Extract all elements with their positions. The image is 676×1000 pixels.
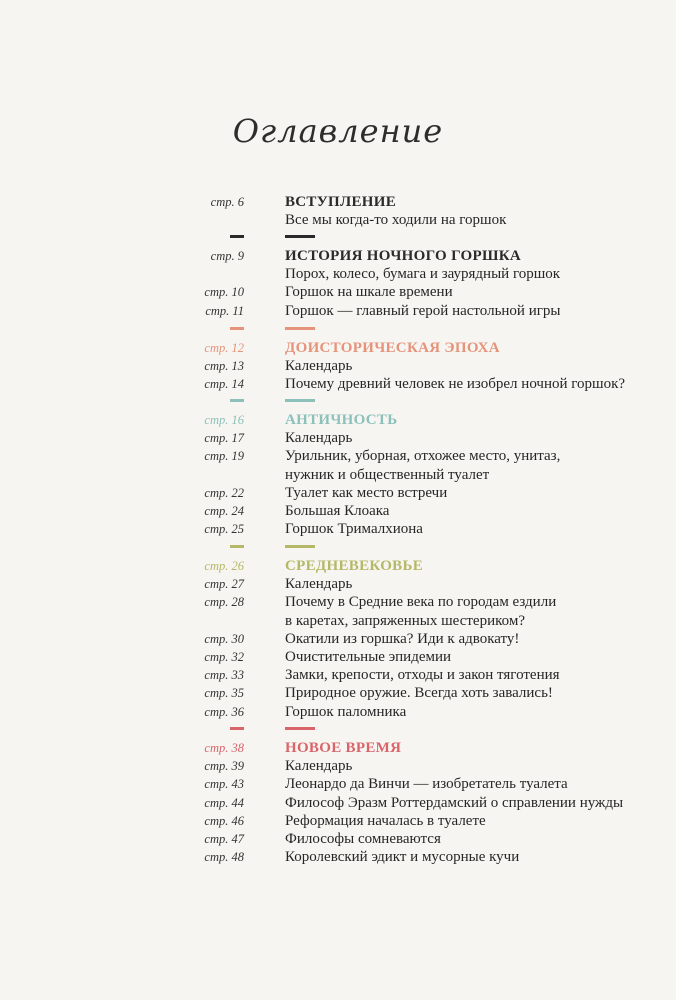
entry-title: Туалет как место встречи: [285, 484, 448, 501]
section-divider-right: [285, 399, 315, 402]
entry-title: Почему древний человек не изобрел ночной горшок?: [285, 376, 626, 393]
entry-page-number: стр. 32: [204, 650, 244, 664]
entry-page-number: стр. 25: [204, 522, 244, 537]
entry-title: Горшок Трималхиона: [285, 521, 423, 538]
section-heading: ИСТОРИЯ НОЧНОГО ГОРШКА: [285, 248, 522, 264]
entry-page-number: стр. 43: [204, 777, 244, 792]
page-title: Оглавление: [232, 112, 444, 150]
section-divider-right: [285, 545, 315, 548]
section-page-number: стр. 12: [204, 341, 244, 355]
entry-title: Королевский эдикт и мусорные кучи: [285, 849, 520, 866]
section-page-number: стр. 16: [204, 413, 244, 427]
entry-page-number: стр. 22: [204, 485, 244, 500]
entry-title: Природное оружие. Всегда хоть завались!: [285, 685, 553, 702]
entry-page-number: стр. 19: [204, 449, 244, 464]
entry-title: Большая Клоака: [285, 503, 390, 519]
entry-page-number: стр. 14: [204, 377, 244, 392]
section-page-number: стр. 6: [210, 195, 244, 209]
section-divider-left: [230, 545, 244, 548]
entry-page-number: стр. 30: [204, 631, 244, 646]
entry-title: Урильник, уборная, отхожее место, унитаз,: [285, 448, 561, 465]
entry-page-number: стр. 13: [204, 359, 244, 374]
section-heading: ВСТУПЛЕНИЕ: [285, 194, 397, 210]
entry-page-number: стр. 48: [204, 850, 244, 865]
section-divider-right: [285, 727, 315, 730]
section-divider-left: [230, 727, 244, 730]
section-divider-left: [230, 399, 244, 402]
entry-title: Очистительные эпидемии: [285, 649, 452, 665]
section-heading: АНТИЧНОСТЬ: [285, 412, 398, 428]
entry-title: Календарь: [285, 758, 353, 775]
entry-page-number: стр. 28: [204, 595, 244, 610]
entry-page-number: стр. 44: [204, 795, 244, 810]
entry-title: Календарь: [285, 358, 353, 375]
entry-page-number: стр. 11: [205, 303, 244, 318]
entry-page-number: стр. 10: [204, 285, 244, 300]
entry-title: нужник и общественный туалет: [285, 466, 490, 483]
entry-page-number: стр. 33: [204, 668, 244, 683]
entry-title: в каретах, запряженных шестериком?: [285, 612, 525, 629]
entry-title: Календарь: [285, 430, 353, 447]
entry-title: Горшок — главный герой настольной игры: [285, 302, 561, 319]
entry-page-number: стр. 47: [204, 832, 244, 846]
section-divider-right: [285, 235, 315, 238]
section-heading: СРЕДНЕВЕКОВЬЕ: [285, 558, 423, 574]
entry-page-number: стр. 17: [204, 431, 244, 446]
entry-title: Горшок на шкале времени: [285, 284, 453, 301]
entry-title: Реформация началась в туалете: [285, 812, 486, 829]
entry-title: Окатили из горшка? Иди к адвокату!: [285, 630, 520, 647]
section-page-number: стр. 26: [204, 559, 244, 573]
section-divider-left: [230, 327, 244, 330]
section-heading: НОВОЕ ВРЕМЯ: [285, 740, 402, 756]
entry-page-number: стр. 39: [204, 759, 244, 774]
section-page-number: стр. 38: [204, 741, 244, 755]
entry-title: Почему в Средние века по городам ездили: [285, 594, 557, 611]
entry-title: Календарь: [285, 576, 353, 593]
section-page-number: стр. 9: [210, 249, 244, 263]
section-divider-left: [230, 235, 244, 238]
entry-page-number: стр. 27: [204, 577, 244, 592]
entry-title: Леонардо да Винчи — изобретатель туалета: [285, 776, 568, 793]
entry-page-number: стр. 36: [204, 704, 244, 719]
entry-title: Порох, колесо, бумага и заурядный горшок: [285, 266, 561, 283]
entry-page-number: стр. 24: [204, 504, 244, 518]
section-heading: ДОИСТОРИЧЕСКАЯ ЭПОХА: [285, 340, 500, 356]
entry-title: Все мы когда-то ходили на горшок: [285, 212, 507, 229]
entry-title: Философ Эразм Роттердамский о справлении нужды: [285, 794, 624, 811]
entry-title: Замки, крепости, отходы и закон тяготения: [285, 667, 560, 684]
entry-page-number: стр. 35: [204, 686, 244, 701]
entry-page-number: стр. 46: [204, 813, 244, 828]
entry-title: Философы сомневаются: [285, 831, 441, 847]
section-divider-right: [285, 327, 315, 330]
entry-title: Горшок паломника: [285, 703, 407, 720]
